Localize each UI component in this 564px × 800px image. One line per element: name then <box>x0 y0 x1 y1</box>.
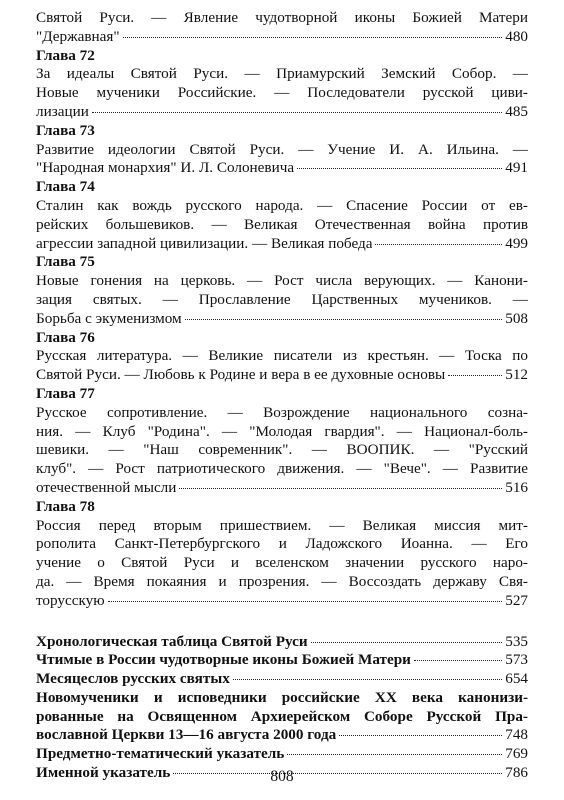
dot-leader <box>92 111 502 113</box>
entry-line: Новомученики и исповедники российские XX века канонизи- <box>36 688 528 706</box>
dot-leader <box>375 243 502 245</box>
entry-line: рополита Санкт-Петербургского и Ладожского Иоанна. — Его <box>36 535 528 553</box>
chapter-heading: Глава 77 <box>36 384 95 402</box>
entry-last-line <box>36 366 528 385</box>
entry-line: Россия перед вторым пришествием. — Великая миссия мит- <box>36 516 528 534</box>
entry-last-line <box>36 633 528 652</box>
toc-entry <box>36 689 528 745</box>
entry-last-line <box>36 670 528 689</box>
chapter-heading: Глава 74 <box>36 178 95 196</box>
entry-text: торусскую <box>36 591 105 609</box>
entry-line: шевики. — "Наш современник". — ВООПИК. — "Русский <box>36 441 528 459</box>
chapter-heading: Глава 76 <box>36 328 95 346</box>
dot-leader <box>179 487 502 489</box>
page-ref: 535 <box>505 632 528 650</box>
entry-line: ния. — Клуб "Родина". — "Молодая гвардия". — Национал-боль- <box>36 422 528 440</box>
dot-leader <box>448 374 502 376</box>
page-number: 808 <box>270 768 294 785</box>
entry-text: Месяцеслов русских святых <box>36 670 230 688</box>
entry-line: да. — Время покаяния и прозрения. — Воссоздать державу Свя- <box>36 572 528 590</box>
entry-last-line <box>36 235 528 254</box>
back-matter-list <box>36 633 528 783</box>
page-ref: 508 <box>505 309 528 327</box>
entry-line: Русское сопротивление. — Возрождение национального созна- <box>36 403 528 421</box>
page-ref: 786 <box>505 764 528 782</box>
dot-leader <box>185 318 503 320</box>
entry-line: Святой Руси. — Явление чудотворной иконы Божией Матери <box>36 9 528 26</box>
entry-text: лизации <box>36 102 89 120</box>
toc-entry <box>36 498 528 611</box>
entry-text: Борьба с экуменизмом <box>36 309 182 327</box>
entry-line: клуб". — Рост патриотического движения. — "Вече". — Развитие <box>36 460 528 478</box>
entry-last-line <box>36 592 528 611</box>
page-ref: 748 <box>505 726 528 744</box>
entry-text: Именной указатель <box>36 764 171 782</box>
toc-entry <box>36 745 528 764</box>
entry-line: рейских большевиков. — Великая Отечественная война против <box>36 215 528 233</box>
chapter-heading: Глава 72 <box>36 46 95 64</box>
dot-leader <box>414 659 502 661</box>
dot-leader <box>297 167 502 169</box>
entry-text: "Народная монархия" И. Л. Солоневича <box>36 159 295 177</box>
dot-leader <box>311 641 503 643</box>
entry-text: Святой Руси. — Любовь к Родине и вера в ее духовные основы <box>36 366 446 384</box>
page-ref: 480 <box>505 27 528 45</box>
dot-leader <box>287 753 502 755</box>
entry-last-line <box>36 28 528 47</box>
chapter-heading: Глава 78 <box>36 497 95 515</box>
section-spacer <box>36 611 528 633</box>
entry-text: отечественной мысли <box>36 478 177 496</box>
entry-text: Чтимые в России чудотворные иконы Божией Матери <box>36 651 411 669</box>
entry-line: Русская литература. — Великие писатели из крестьян. — Тоска по <box>36 347 528 365</box>
page-ref: 573 <box>505 651 528 669</box>
dot-leader <box>123 36 503 38</box>
dot-leader <box>233 678 502 680</box>
entry-text: агрессии западной цивилизации. — Великая победа <box>36 234 373 252</box>
chapter-heading: Глава 73 <box>36 121 95 139</box>
toc-entry <box>36 651 528 670</box>
entry-line: За идеалы Святой Руси. — Приамурский Земский Собор. — <box>36 65 528 83</box>
entry-text: "Державная" <box>36 27 120 45</box>
entry-line: Развитие идеологии Святой Руси. — Учение И. А. Ильина. — <box>36 140 528 158</box>
entry-line: Сталин как вождь русского народа. — Спасение России от ев- <box>36 196 528 214</box>
entry-last-line <box>36 726 528 745</box>
entry-line: рованные на Освященном Архиерейском Соборе Русской Пра- <box>36 707 528 725</box>
entry-last-line <box>36 651 528 670</box>
entry-line: Новые мученики Российские. — Последователи русской циви- <box>36 84 528 102</box>
dot-leader <box>108 600 503 602</box>
entry-line: учение о Святой Руси и вселенском значении русского наро- <box>36 554 528 572</box>
entry-text: Предметно-тематический указатель <box>36 745 285 763</box>
dot-leader <box>339 734 502 736</box>
entry-line: зация святых. — Прославление Царственных мучеников. — <box>36 290 528 308</box>
entry-last-line <box>36 745 528 764</box>
entry-last-line <box>36 310 528 329</box>
toc-entry <box>36 9 528 47</box>
toc-entry <box>36 670 528 689</box>
chapter-heading: Глава 75 <box>36 253 95 271</box>
page-ref: 654 <box>505 670 528 688</box>
page-ref: 485 <box>505 102 528 120</box>
page-ref: 527 <box>505 591 528 609</box>
page-ref: 512 <box>505 366 528 384</box>
page-ref: 516 <box>505 478 528 496</box>
entry-last-line <box>36 159 528 178</box>
toc-entry <box>36 253 528 328</box>
toc-entry <box>36 385 528 498</box>
page-ref: 769 <box>505 745 528 763</box>
toc-entry <box>36 329 528 385</box>
entry-text: вославной Церкви 13—16 августа 2000 года <box>36 726 337 744</box>
entry-line: Новые гонения на церковь. — Рост числа верующих. — Канони- <box>36 272 528 290</box>
entry-text: Хронологическая таблица Святой Руси <box>36 632 308 650</box>
table-of-contents <box>36 9 528 783</box>
toc-entry <box>36 122 528 178</box>
toc-entry <box>36 633 528 652</box>
page-ref: 491 <box>505 159 528 177</box>
toc-entry <box>36 47 528 122</box>
toc-entry <box>36 178 528 253</box>
page-ref: 499 <box>505 234 528 252</box>
entry-last-line <box>36 479 528 498</box>
chapter-list <box>36 9 528 611</box>
entry-last-line <box>36 103 528 122</box>
